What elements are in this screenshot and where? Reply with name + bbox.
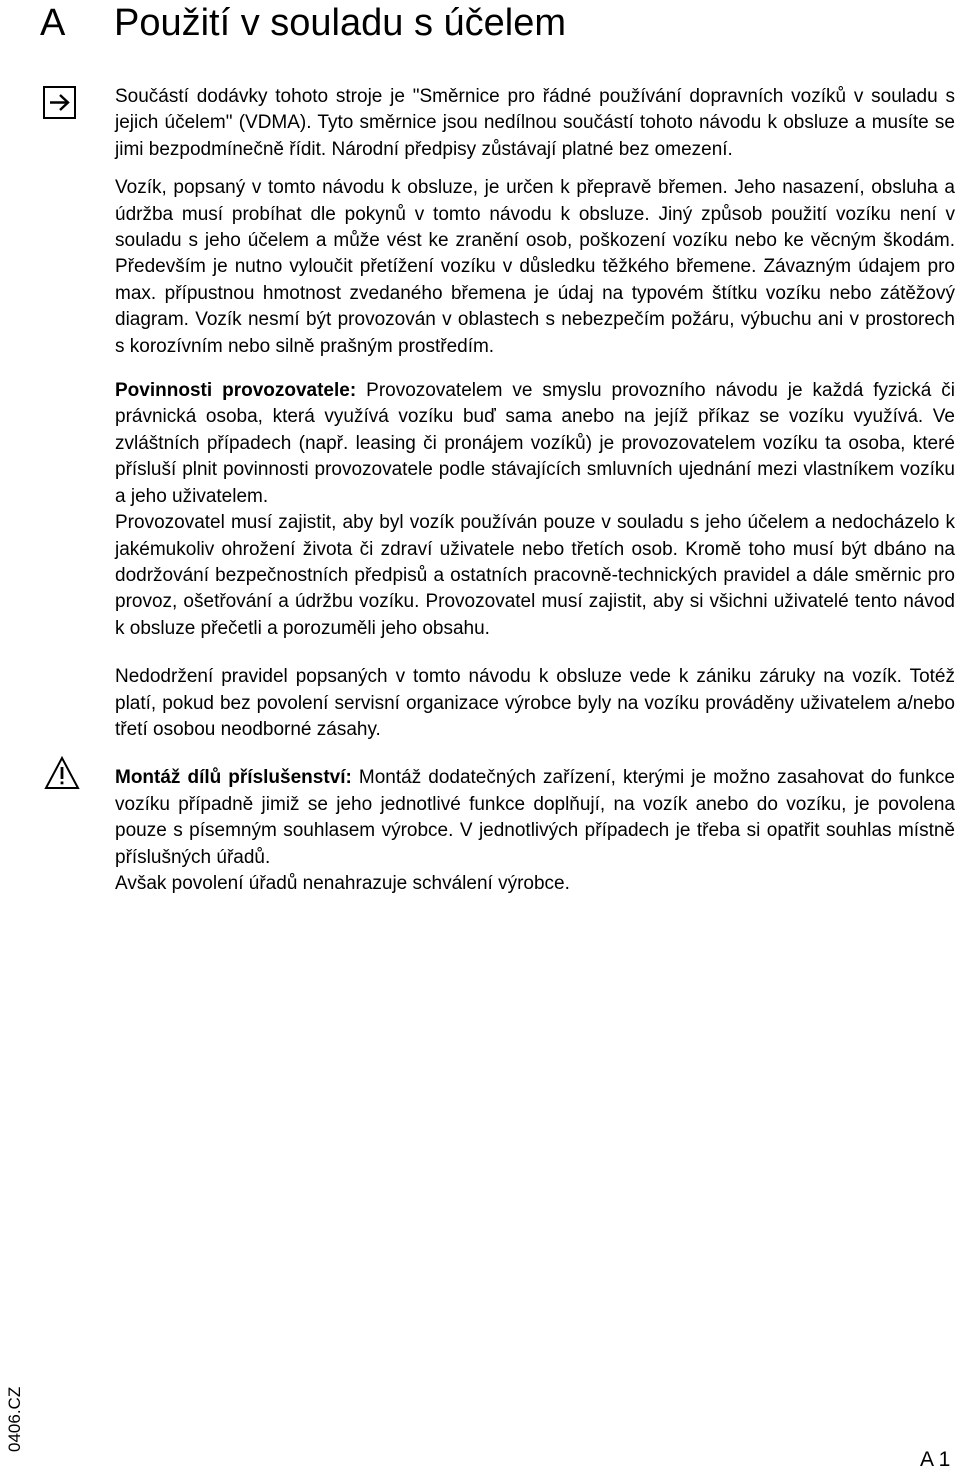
- accessories-label: Montáž dílů příslušenství:: [115, 767, 352, 789]
- operator-duties-text: Provozovatelem ve smyslu provozního návodu je každá fyzická či právnická osoba, která využívá vozíku buď sama anebo na jejíž příkaz se vozíku využívá. Ve zvláštních případech (např. leasing či pronájem vozíků) je provozovatelem vozíku ta osoba, které přísluší plnit povinnosti provozovatele podle stávajících smluvních ujednání mezi vlastníkem vozíku a jeho uživatelem.: [115, 380, 955, 507]
- intended-use-paragraph: Vozík, popsaný v tomto návodu k obsluze, je určen k přepravě břemen. Jeho nasazení, obsluha a údržba musí probíhat dle pokynů v tomto návodu k obsluze. Jiný způsob použití vozíku není v souladu s jeho účelem a může vést ke zranění osob, poškození vozíku nebo ke věcným škodám. Především je nutno vyloučit přetížení vozíku v důsledku těžkého břemene. Závazným údajem pro max. přípustnou hmotnost zvedaného břemena je údaj na typovém štítku vozíku nebo zátěžový diagram. Vozík nesmí být provozován v oblastech s nebezpečím požáru, výbuchu ani v prostorech s korozívním nebo silně prašným prostředím.: [115, 177, 955, 357]
- document-code: 0406.CZ: [5, 1386, 24, 1452]
- authority-approval-paragraph: Avšak povolení úřadů nenahrazuje schválení výrobce.: [115, 872, 570, 894]
- intro-paragraph: Součástí dodávky tohoto stroje je "Směrnice pro řádné používání dopravních vozíků v souladu s jejich účelem" (VDMA). Tyto směrnice jsou nedílnou součástí tohoto návodu k obsluze a musíte se jimi bezpodmínečně řídit. Národní předpisy zůstávají platné bez omezení.: [115, 86, 955, 160]
- operator-duties-label: Povinnosti provozovatele:: [115, 380, 357, 402]
- warranty-warning-paragraph: Nedodržení pravidel popsaných v tomto návodu k obsluze vede k zániku záruky na vozík. Totéž platí, pokud bez povolení servisní organizace výrobce byly na vozíku prováděny uživatelem a/nebo třetí osobou neodborné zásahy.: [115, 666, 955, 740]
- page-heading: [40, 0, 940, 46]
- page-title: Použití v souladu s účelem: [114, 2, 567, 44]
- operator-duties-paragraph: [115, 378, 955, 510]
- accessories-text: Montáž dodatečných zařízení, kterými je možno zasahovat do funkce vozíku případně jimiž se jeho jednotlivé funkce doplňují, na vozík anebo do vozíku, je povolena pouze s písemným souhlasem výrobce. V jednotlivých případech je třeba si opatřit souhlas místně příslušných úřadů.: [115, 767, 955, 868]
- arrow-right-icon: [43, 86, 76, 119]
- page-number: A 1: [920, 1448, 951, 1471]
- warning-triangle-icon: [44, 756, 80, 790]
- accessories-paragraph: [115, 765, 955, 871]
- operator-obligations-paragraph: Provozovatel musí zajistit, aby byl vozík používán pouze v souladu s jeho účelem a nedocházelo k jakémukoliv ohrožení života či zdraví uživatele nebo třetích osob. Kromě toho musí být dbáno na dodržování bezpečnostních předpisů a ostatních pracovně-technických pravidel a dále směrnic pro provoz, ošetřování a údržbu vozíku. Provozovatel musí zajistit, aby si všichni uživatelé tento návod k obsluze přečetli a porozuměli jeho obsahu.: [115, 512, 955, 639]
- section-letter: A: [40, 2, 66, 44]
- document-body: [115, 84, 955, 897]
